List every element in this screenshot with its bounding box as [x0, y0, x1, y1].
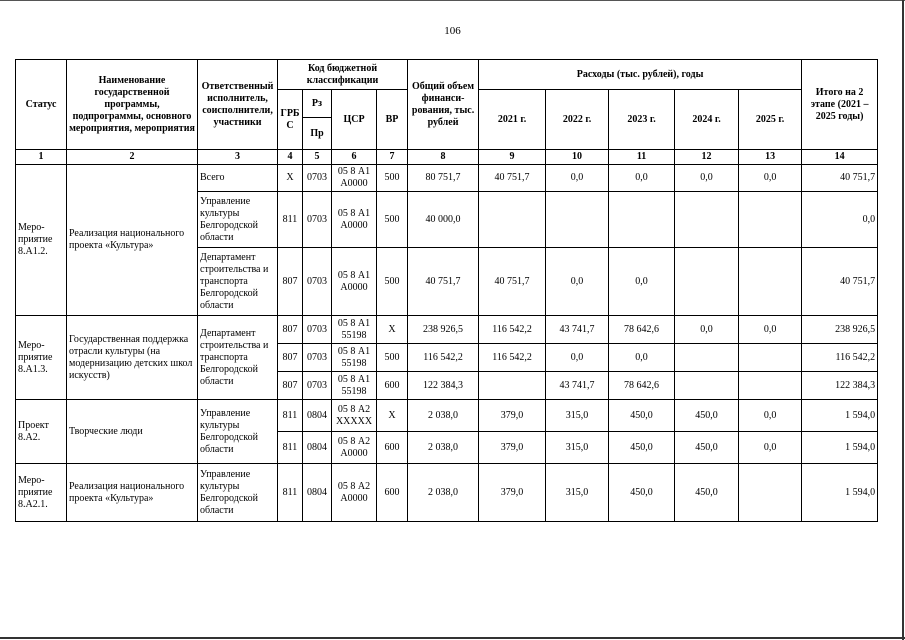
itogo-cell: 1 594,0: [802, 400, 878, 432]
itogo-cell: 40 751,7: [802, 248, 878, 316]
y2023-cell: 0,0: [609, 248, 675, 316]
total-cell: 122 384,3: [408, 372, 479, 400]
header-budget-code: Код бюджетной классификации: [278, 60, 408, 90]
header-itogo: Итого на 2 этапе (2021 – 2025 годы): [802, 60, 878, 150]
column-number: 10: [546, 150, 609, 165]
total-cell: 2 038,0: [408, 464, 479, 522]
total-cell: 40 000,0: [408, 192, 479, 248]
grbs-cell: 811: [278, 192, 303, 248]
csr-cell: 05 8 А1 55198: [332, 372, 377, 400]
vr-cell: 600: [377, 432, 408, 464]
name-cell: Реализация национального проекта «Культура»: [67, 464, 198, 522]
y2025-cell: [739, 192, 802, 248]
csr-cell: 05 8 А2 ХХХХХ: [332, 400, 377, 432]
responsible-cell: Управление культуры Белгородской области: [198, 464, 278, 522]
total-cell: 238 926,5: [408, 316, 479, 344]
y2024-cell: 0,0: [675, 165, 739, 192]
header-2025: 2025 г.: [739, 90, 802, 150]
grbs-cell: 807: [278, 248, 303, 316]
itogo-cell: 122 384,3: [802, 372, 878, 400]
y2021-cell: 116 542,2: [479, 344, 546, 372]
total-cell: 116 542,2: [408, 344, 479, 372]
table-row: [16, 165, 878, 192]
column-number: 7: [377, 150, 408, 165]
header-csr: ЦСР: [332, 90, 377, 150]
csr-cell: 05 8 А2 А0000: [332, 432, 377, 464]
status-cell: Проект 8.А2.: [16, 400, 67, 464]
table-row: [16, 464, 878, 522]
rz-cell: 0804: [303, 464, 332, 522]
column-number: 5: [303, 150, 332, 165]
y2022-cell: 0,0: [546, 248, 609, 316]
rz-cell: 0703: [303, 372, 332, 400]
y2021-cell: [479, 372, 546, 400]
column-number-row: [16, 150, 878, 165]
vr-cell: 500: [377, 165, 408, 192]
y2023-cell: 0,0: [609, 344, 675, 372]
rz-cell: 0703: [303, 248, 332, 316]
column-number: 3: [198, 150, 278, 165]
header-2022: 2022 г.: [546, 90, 609, 150]
y2025-cell: 0,0: [739, 316, 802, 344]
y2022-cell: 315,0: [546, 432, 609, 464]
column-number: 1: [16, 150, 67, 165]
y2024-cell: 0,0: [675, 316, 739, 344]
y2022-cell: 315,0: [546, 464, 609, 522]
grbs-cell: 811: [278, 432, 303, 464]
csr-cell: 05 8 А1 А0000: [332, 248, 377, 316]
header-name: Наименование государственной программы, подпрограммы, основного мероприятия, мероприятия: [67, 60, 198, 150]
column-number: 9: [479, 150, 546, 165]
y2022-cell: 0,0: [546, 344, 609, 372]
total-cell: 2 038,0: [408, 432, 479, 464]
y2025-cell: [739, 372, 802, 400]
total-cell: 40 751,7: [408, 248, 479, 316]
column-number: 13: [739, 150, 802, 165]
responsible-cell: Всего: [198, 165, 278, 192]
y2023-cell: 78 642,6: [609, 316, 675, 344]
y2023-cell: 450,0: [609, 464, 675, 522]
y2021-cell: [479, 192, 546, 248]
column-number: 6: [332, 150, 377, 165]
y2022-cell: 315,0: [546, 400, 609, 432]
y2024-cell: 450,0: [675, 464, 739, 522]
y2024-cell: [675, 192, 739, 248]
y2024-cell: 450,0: [675, 400, 739, 432]
vr-cell: 600: [377, 372, 408, 400]
y2025-cell: 0,0: [739, 432, 802, 464]
responsible-cell: Управление культуры Белгородской области: [198, 400, 278, 464]
vr-cell: Х: [377, 316, 408, 344]
header-2021: 2021 г.: [479, 90, 546, 150]
status-cell: Меро-приятие 8.А2.1.: [16, 464, 67, 522]
itogo-cell: 1 594,0: [802, 432, 878, 464]
y2024-cell: [675, 248, 739, 316]
y2023-cell: [609, 192, 675, 248]
bottom-border-line: [0, 637, 905, 639]
y2025-cell: [739, 248, 802, 316]
csr-cell: 05 8 А1 А0000: [332, 192, 377, 248]
vr-cell: 500: [377, 248, 408, 316]
budget-table: [15, 59, 878, 522]
column-number: 14: [802, 150, 878, 165]
column-number: 11: [609, 150, 675, 165]
name-cell: Государственная поддержка отрасли культуры (на модернизацию детских школ искусств): [67, 316, 198, 400]
grbs-cell: 807: [278, 316, 303, 344]
responsible-cell: Департамент строительства и транспорта Белгородской области: [198, 248, 278, 316]
rz-cell: 0804: [303, 400, 332, 432]
itogo-cell: 1 594,0: [802, 464, 878, 522]
name-cell: Реализация национального проекта «Культура»: [67, 165, 198, 316]
grbs-cell: 811: [278, 464, 303, 522]
column-number: 4: [278, 150, 303, 165]
y2021-cell: 379,0: [479, 432, 546, 464]
total-cell: 80 751,7: [408, 165, 479, 192]
rz-cell: 0703: [303, 165, 332, 192]
csr-cell: 05 8 А1 А0000: [332, 165, 377, 192]
header-responsible: Ответственный исполнитель, соисполнители, участники: [198, 60, 278, 150]
grbs-cell: 807: [278, 372, 303, 400]
y2025-cell: [739, 344, 802, 372]
y2022-cell: 43 741,7: [546, 316, 609, 344]
itogo-cell: 0,0: [802, 192, 878, 248]
header-grbs: ГРБ С: [278, 90, 303, 150]
vr-cell: Х: [377, 400, 408, 432]
top-border-line: [0, 0, 905, 1]
responsible-cell: Управление культуры Белгородской области: [198, 192, 278, 248]
header-total: Общий объем финанси-рования, тыс. рублей: [408, 60, 479, 150]
status-cell: Меро-приятие 8.А1.3.: [16, 316, 67, 400]
column-number: 2: [67, 150, 198, 165]
header-pr: Пр: [303, 118, 332, 150]
y2022-cell: 43 741,7: [546, 372, 609, 400]
rz-cell: 0703: [303, 192, 332, 248]
grbs-cell: 811: [278, 400, 303, 432]
y2021-cell: 116 542,2: [479, 316, 546, 344]
column-number: 8: [408, 150, 479, 165]
itogo-cell: 40 751,7: [802, 165, 878, 192]
name-cell: Творческие люди: [67, 400, 198, 464]
rz-cell: 0804: [303, 432, 332, 464]
total-cell: 2 038,0: [408, 400, 479, 432]
y2023-cell: 0,0: [609, 165, 675, 192]
header-2023: 2023 г.: [609, 90, 675, 150]
y2024-cell: [675, 344, 739, 372]
y2024-cell: [675, 372, 739, 400]
y2022-cell: [546, 192, 609, 248]
y2023-cell: 450,0: [609, 400, 675, 432]
vr-cell: 500: [377, 344, 408, 372]
y2024-cell: 450,0: [675, 432, 739, 464]
vr-cell: 600: [377, 464, 408, 522]
page-number: 106: [444, 25, 461, 37]
column-number: 12: [675, 150, 739, 165]
y2025-cell: 0,0: [739, 165, 802, 192]
grbs-cell: Х: [278, 165, 303, 192]
status-cell: Меро-приятие 8.А1.2.: [16, 165, 67, 316]
csr-cell: 05 8 А1 55198: [332, 316, 377, 344]
y2023-cell: 450,0: [609, 432, 675, 464]
right-border-line: [902, 0, 904, 640]
rz-cell: 0703: [303, 344, 332, 372]
y2021-cell: 40 751,7: [479, 248, 546, 316]
itogo-cell: 238 926,5: [802, 316, 878, 344]
vr-cell: 500: [377, 192, 408, 248]
y2025-cell: [739, 464, 802, 522]
y2021-cell: 379,0: [479, 400, 546, 432]
table-row: [16, 316, 878, 344]
y2021-cell: 379,0: [479, 464, 546, 522]
header-expenses: Расходы (тыс. рублей), годы: [479, 60, 802, 90]
table-row: [16, 400, 878, 432]
responsible-cell: Департамент строительства и транспорта Белгородской области: [198, 316, 278, 400]
y2022-cell: 0,0: [546, 165, 609, 192]
y2021-cell: 40 751,7: [479, 165, 546, 192]
itogo-cell: 116 542,2: [802, 344, 878, 372]
rz-cell: 0703: [303, 316, 332, 344]
y2023-cell: 78 642,6: [609, 372, 675, 400]
header-status: Статус: [16, 60, 67, 150]
y2025-cell: 0,0: [739, 400, 802, 432]
header-2024: 2024 г.: [675, 90, 739, 150]
csr-cell: 05 8 А1 55198: [332, 344, 377, 372]
grbs-cell: 807: [278, 344, 303, 372]
csr-cell: 05 8 А2 А0000: [332, 464, 377, 522]
header-rz: Рз: [303, 90, 332, 118]
header-vr: ВР: [377, 90, 408, 150]
